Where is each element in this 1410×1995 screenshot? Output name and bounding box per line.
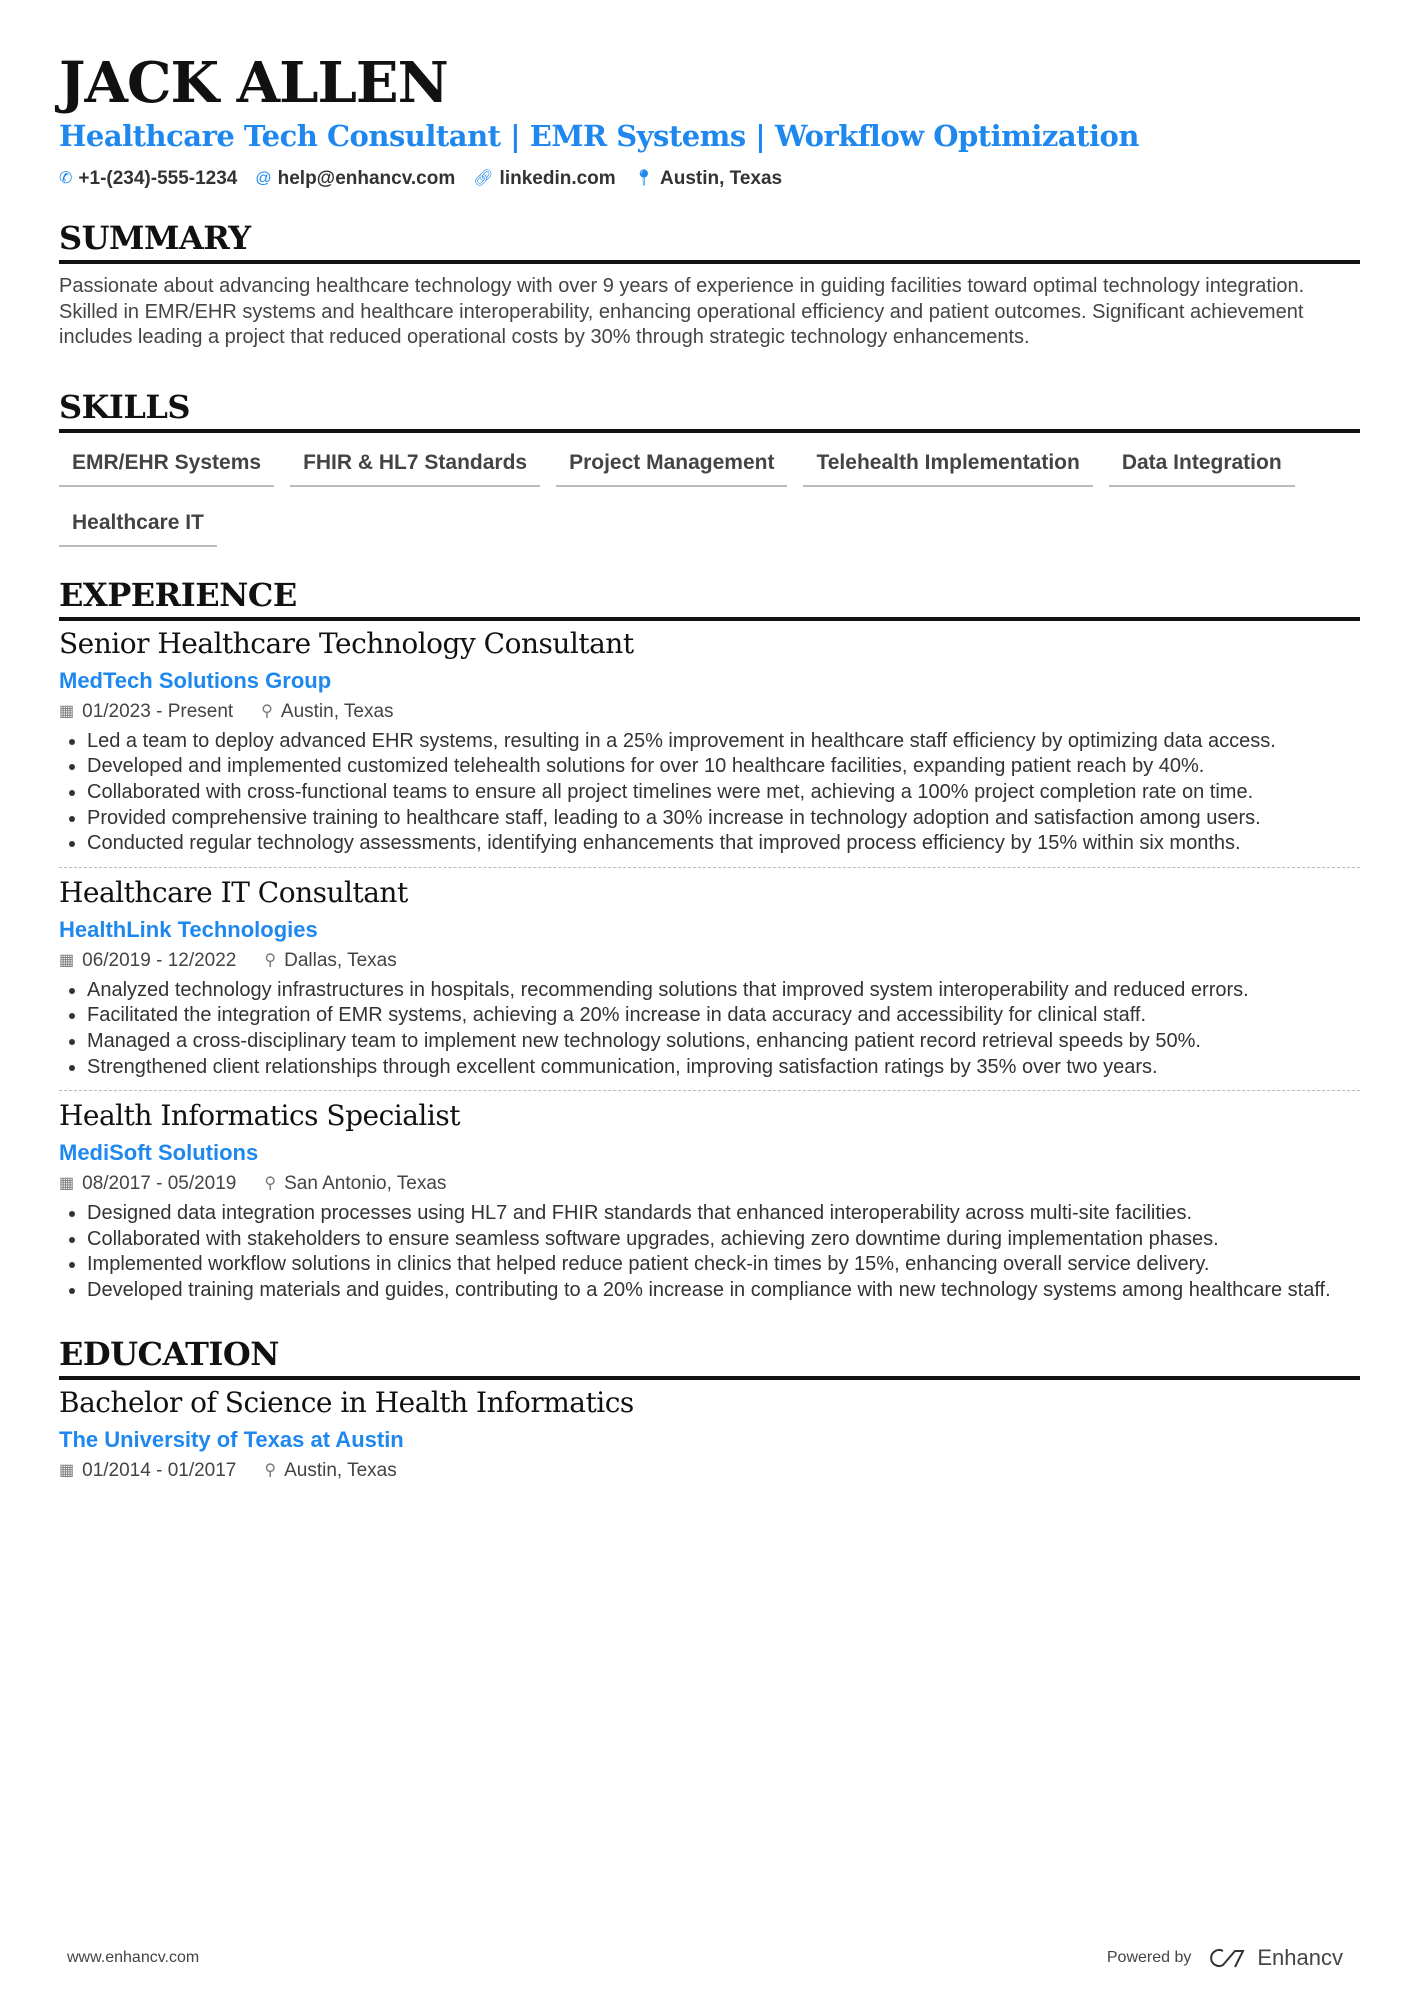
skill-tag: EMR/EHR Systems (59, 443, 274, 487)
bullet-item: • Provided comprehensive training to healthcare staff, leading to a 30% increase in technology adoption and satisfaction among users. (87, 806, 1360, 832)
skill-tag: FHIR & HL7 Standards (290, 443, 540, 487)
location-text: Dallas, Texas (284, 949, 397, 971)
skill-tag: Data Integration (1109, 443, 1295, 487)
bullet-item: • Strengthened client relationships through excellent communication, improving satisfaction ratings by 35% over two years. (87, 1055, 1360, 1081)
bullet-item: • Led a team to deploy advanced EHR systems, resulting in a 25% improvement in healthcare staff efficiency by optimizing data access. (87, 729, 1360, 755)
resume (59, 50, 1360, 1486)
dates-text: 01/2023 - Present (82, 700, 234, 722)
bullet-item: • Implemented workflow solutions in clinics that helped reduce patient check-in times by 15%, enhancing overall service delivery. (87, 1252, 1360, 1278)
section-heading: SUMMARY (59, 219, 251, 257)
location-pin-icon: ⚲ (264, 1461, 277, 1479)
bullet-item: • Developed and implemented customized telehealth solutions for over 10 healthcare facilities, expanding patient reach by 40%. (87, 754, 1360, 780)
job-divider (59, 1090, 1360, 1091)
education-section (59, 1334, 1360, 1486)
section-heading: SKILLS (59, 387, 190, 426)
education-location (264, 1456, 396, 1486)
bullet-item: • Collaborated with cross-functional teams to ensure all project timelines were met, achieving a 100% project completion rate on time. (87, 780, 1360, 806)
candidate-title: Healthcare Tech Consultant | EMR Systems | Workflow Optimization (59, 119, 1139, 153)
job-divider (59, 867, 1360, 868)
job-entry (59, 1097, 1360, 1309)
powered-by (1107, 1945, 1343, 1971)
company-name: MedTech Solutions Group (59, 667, 332, 693)
section-divider (59, 429, 1360, 433)
company-name: HealthLink Technologies (59, 916, 318, 942)
job-dates (59, 1169, 236, 1199)
brand-text: Enhancv (1257, 1945, 1343, 1970)
at-icon: @ (255, 170, 272, 187)
summary-text: Passionate about advancing healthcare technology with over 9 years of experience in guiding facilities toward optimal technology integration. Skilled in EMR/EHR systems and healthcare interoperability, enhancing operational efficiency and patient outcomes. Significant achievement includes leading a project that reduced operational costs by 30% through strategic technology enhancements. (59, 275, 1305, 349)
location-pin-icon: ⚲ (261, 702, 273, 720)
section-heading: EDUCATION (59, 1334, 279, 1373)
job-meta (59, 946, 1360, 976)
calendar-icon: ▦ (59, 1175, 75, 1193)
summary-section (59, 218, 1360, 351)
job-location (264, 1169, 446, 1199)
skill-tag: Healthcare IT (59, 503, 217, 547)
skills-list (59, 443, 1360, 547)
section-divider (59, 260, 1360, 264)
calendar-icon: ▦ (59, 1461, 75, 1479)
section-divider (59, 1376, 1360, 1380)
candidate-name: JACK ALLEN (59, 50, 448, 116)
skill-tag: Project Management (556, 443, 787, 487)
footer-website[interactable]: www.enhancv.com (67, 1949, 200, 1966)
location-pin-icon: ⚲ (264, 951, 277, 969)
job-bullets (59, 978, 1360, 1080)
bullet-item: • Collaborated with stakeholders to ensure seamless software upgrades, achieving zero downtime during implementation phases. (87, 1227, 1360, 1253)
school: The University of Texas at Austin (59, 1426, 404, 1452)
dates-text: 01/2014 - 01/2017 (82, 1459, 237, 1481)
company-name: MediSoft Solutions (59, 1140, 259, 1166)
contact-link[interactable] (473, 166, 615, 192)
job-entry (59, 874, 1360, 1086)
job-title: Senior Healthcare Technology Consultant (59, 626, 634, 660)
job-dates (59, 946, 236, 976)
section-divider (59, 617, 1360, 621)
job-entry (59, 625, 1360, 863)
job-location (261, 697, 393, 727)
skill-tag: Telehealth Implementation (803, 443, 1092, 487)
job-location (264, 946, 396, 976)
education-meta (59, 1456, 1360, 1486)
location-text: Austin, Texas (660, 168, 783, 189)
bullet-item: • Designed data integration processes using HL7 and FHIR standards that enhanced interoperability across multi-site facilities. (87, 1201, 1360, 1227)
job-title: Health Informatics Specialist (59, 1099, 460, 1133)
footer (67, 1945, 1343, 1971)
dates-text: 06/2019 - 12/2022 (82, 949, 237, 971)
experience-section (59, 575, 1360, 1310)
dates-text: 08/2017 - 05/2019 (82, 1173, 237, 1195)
location-text: Austin, Texas (280, 700, 394, 722)
jobs-list (59, 625, 1360, 1310)
calendar-icon: ▦ (59, 951, 75, 969)
bullet-item: • Conducted regular technology assessments, identifying enhancements that improved process efficiency by 15% within six months. (87, 831, 1360, 857)
contact-bar (59, 166, 1360, 192)
contact-email[interactable] (255, 166, 455, 192)
job-dates (59, 697, 233, 727)
job-bullets (59, 1201, 1360, 1303)
phone-text: +1-(234)-555-1234 (78, 168, 238, 189)
job-meta (59, 697, 1360, 727)
contact-phone[interactable] (59, 166, 237, 192)
contact-location (634, 166, 782, 192)
link-icon: 🔗︎ (473, 170, 494, 187)
skills-section (59, 387, 1360, 547)
location-text: Austin, Texas (284, 1459, 397, 1481)
bullet-item: • Facilitated the integration of EMR systems, achieving a 20% increase in data accuracy and accessibility for clinical staff. (87, 1003, 1360, 1029)
enhancv-logo[interactable] (1205, 1945, 1343, 1971)
degree: Bachelor of Science in Health Informatics (59, 1385, 634, 1419)
job-meta (59, 1169, 1360, 1199)
link-text: linkedin.com (499, 168, 616, 189)
location-pin-icon: ⚲ (264, 1175, 277, 1193)
job-bullets (59, 729, 1360, 857)
education-dates (59, 1456, 236, 1486)
enhancv-logo-icon (1205, 1946, 1251, 1970)
bullet-item: • Analyzed technology infrastructures in hospitals, recommending solutions that improved system interoperability and reduced errors. (87, 978, 1360, 1004)
calendar-icon: ▦ (59, 702, 75, 720)
bullet-item: • Developed training materials and guides, contributing to a 20% increase in compliance with new technology systems among healthcare staff. (87, 1278, 1360, 1304)
section-heading: EXPERIENCE (59, 575, 297, 614)
location-pin-icon: 📍︎ (633, 170, 654, 187)
bullet-item: • Managed a cross-disciplinary team to implement new technology solutions, enhancing patient record retrieval speeds by 50%. (87, 1029, 1360, 1055)
powered-by-text: Powered by (1106, 1949, 1192, 1966)
phone-icon: ✆ (59, 170, 73, 187)
email-text: help@enhancv.com (277, 168, 456, 189)
location-text: San Antonio, Texas (284, 1173, 447, 1195)
job-title: Healthcare IT Consultant (59, 875, 408, 909)
